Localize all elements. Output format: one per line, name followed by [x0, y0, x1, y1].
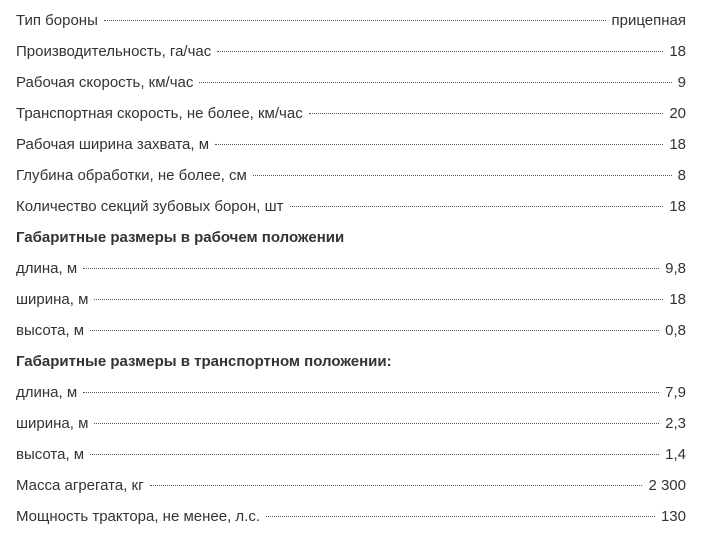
spec-value: прицепная	[611, 12, 686, 29]
spec-label: высота, м	[16, 322, 85, 339]
spec-row-mass	[16, 470, 686, 501]
dotted-leader	[90, 330, 659, 331]
spec-value: 2 300	[648, 477, 686, 494]
dotted-leader	[90, 454, 659, 455]
spec-row-transport-height	[16, 439, 686, 470]
dotted-leader	[83, 392, 659, 393]
spec-label: Глубина обработки, не более, см	[16, 167, 247, 184]
spec-value: 20	[669, 105, 686, 122]
dotted-leader	[309, 113, 664, 114]
dotted-leader	[217, 51, 663, 52]
spec-row-transport-length	[16, 377, 686, 408]
spec-label: длина, м	[16, 260, 78, 277]
spec-row-working-length	[16, 253, 686, 284]
spec-value: 18	[669, 43, 686, 60]
spec-value: 2,3	[665, 415, 686, 432]
spec-label: Рабочая ширина захвата, м	[16, 136, 210, 153]
spec-value: 18	[669, 198, 686, 215]
spec-row-transport-width	[16, 408, 686, 439]
dotted-leader	[94, 423, 659, 424]
spec-value: 9,8	[665, 260, 686, 277]
spec-value: 8	[677, 167, 686, 184]
dotted-leader	[150, 485, 643, 486]
spec-row-working-width	[16, 129, 686, 160]
section-heading-transport-dimensions	[16, 346, 686, 377]
dotted-leader	[83, 268, 659, 269]
spec-row-tractor-power	[16, 501, 686, 532]
spec-row-working-height	[16, 315, 686, 346]
spec-value: 130	[660, 508, 686, 525]
spec-label: Транспортная скорость, не более, км/час	[16, 105, 303, 122]
dotted-leader	[253, 175, 672, 176]
spec-label: ширина, м	[16, 415, 89, 432]
section-heading-label: Габаритные размеры в транспортном положении:	[16, 353, 392, 370]
spec-row-tillage-depth	[16, 160, 686, 191]
spec-label: Количество секций зубовых борон, шт	[16, 198, 284, 215]
dotted-leader	[290, 206, 664, 207]
dotted-leader	[199, 82, 671, 83]
spec-value: 9	[677, 74, 686, 91]
dotted-leader	[94, 299, 663, 300]
spec-row-working-width-dim	[16, 284, 686, 315]
spec-label: Мощность трактора, не менее, л.с.	[16, 508, 261, 525]
spec-label: длина, м	[16, 384, 78, 401]
spec-label: Масса агрегата, кг	[16, 477, 144, 494]
spec-value: 18	[669, 291, 686, 308]
dotted-leader	[104, 20, 606, 21]
spec-value: 18	[669, 136, 686, 153]
specifications-list	[16, 5, 686, 532]
dotted-leader	[215, 144, 663, 145]
section-heading-working-dimensions	[16, 222, 686, 253]
spec-row-section-count	[16, 191, 686, 222]
spec-label: Производительность, га/час	[16, 43, 212, 60]
spec-label: Тип бороны	[16, 12, 98, 29]
spec-label: ширина, м	[16, 291, 89, 308]
spec-row-productivity	[16, 36, 686, 67]
dotted-leader	[266, 516, 655, 517]
spec-value: 0,8	[665, 322, 686, 339]
spec-label: Рабочая скорость, км/час	[16, 74, 194, 91]
spec-value: 7,9	[665, 384, 686, 401]
spec-label: высота, м	[16, 446, 85, 463]
spec-row-harrow-type	[16, 5, 686, 36]
spec-row-working-speed	[16, 67, 686, 98]
section-heading-label: Габаритные размеры в рабочем положении	[16, 229, 345, 246]
spec-row-transport-speed	[16, 98, 686, 129]
spec-value: 1,4	[665, 446, 686, 463]
